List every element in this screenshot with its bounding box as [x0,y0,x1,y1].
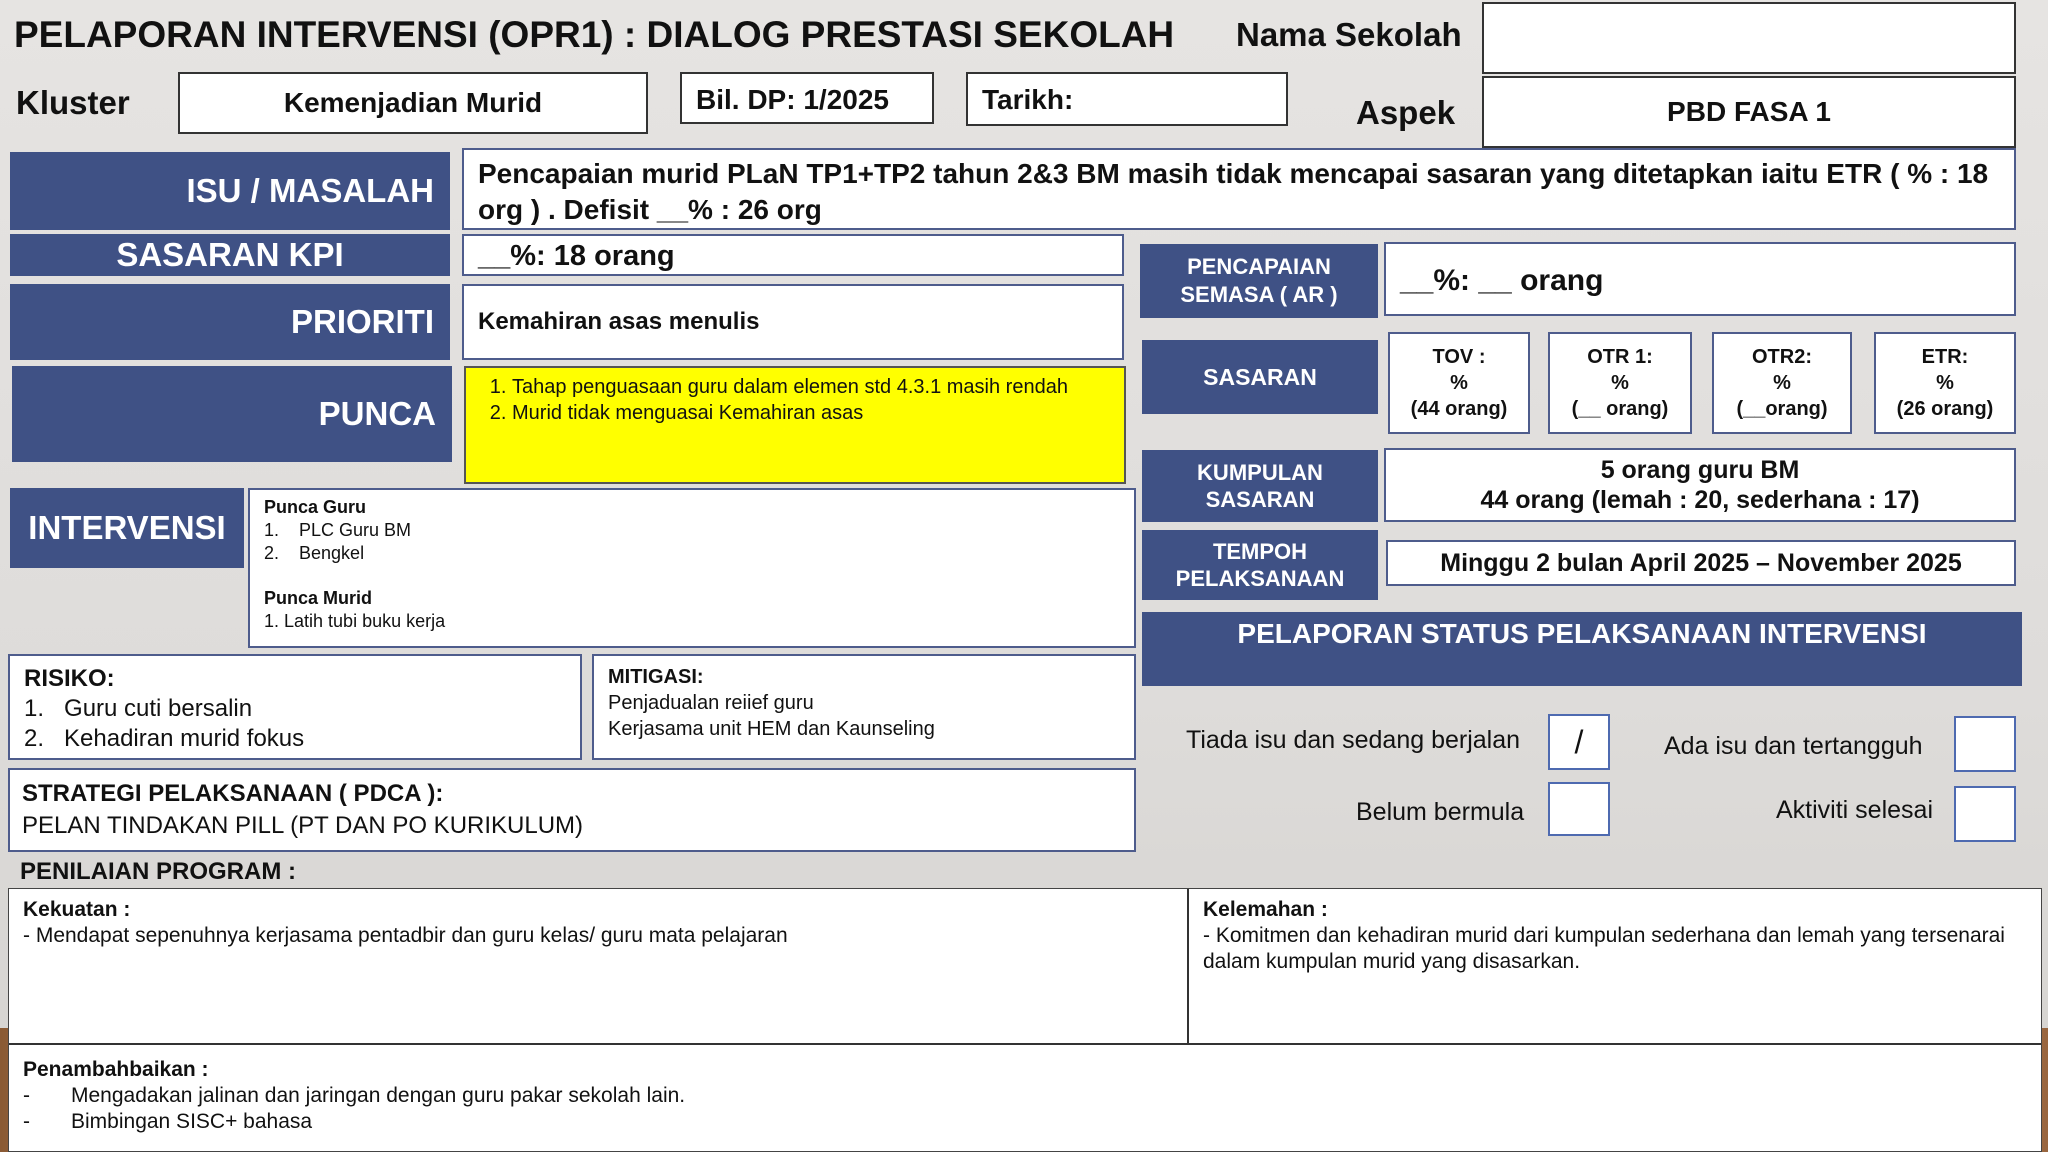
sasaran-cell-title: OTR 1: [1587,346,1653,368]
penambahbaikan-cell [9,1045,2041,1151]
strategi-heading: STRATEGI PELAKSANAAN ( PDCA ): [22,780,444,807]
status-opt-tiada-isu-label: Tiada isu dan sedang berjalan [1186,726,1521,754]
kelemahan-cell [1189,889,2041,1045]
status-opt-ada-isu-label: Ada isu dan tertangguh [1664,732,1923,760]
sasaran-cell-people: (26 orang) [1896,398,1994,420]
punca-item: 2. Murid tidak menguasai Kemahiran asas [512,400,1114,426]
tarikh-field[interactable]: Tarikh: [966,72,1288,126]
kekuatan-text: - Mendapat sepenuhnya kerjasama pentadbir dan guru kelas/ guru mata pelajaran [23,924,788,947]
mitigasi-item: Penjadualan reiief guru [608,692,814,714]
sasaran-cell-pct: % [1773,372,1791,394]
penambahbaikan-heading: Penambahbaikan : [23,1058,209,1081]
kluster-field[interactable]: Kemenjadian Murid [178,72,648,134]
punca-item: 1. Tahap penguasaan guru dalam elemen std 4.3.1 masih rendah [512,374,1114,400]
tempoh-label: TEMPOH PELAKSANAAN [1142,530,1378,600]
risiko-item: 2. Kehadiran murid fokus [24,725,305,752]
penilaian-heading: PENILAIAN PROGRAM : [20,858,296,885]
strategi-box [8,768,1136,852]
nama-sekolah-label: Nama Sekolah [1236,16,1462,53]
sasaran-cell-people: (__orang) [1736,398,1828,420]
sasaran-cell-title: TOV : [1432,346,1486,368]
penambahbaikan-item [23,1083,2027,1109]
status-opt-belum-bermula-checkbox[interactable] [1548,782,1610,836]
page-title: PELAPORAN INTERVENSI (OPR1) : DIALOG PRESTASI SEKOLAH [14,14,1175,55]
bullet-dash: - [23,1084,30,1107]
prioriti-label: PRIORITI [10,284,450,360]
strategi-text: PELAN TINDAKAN PILL (PT DAN PO KURIKULUM) [22,812,584,839]
penambahbaikan-item-text: Mengadakan jalinan dan jaringan dengan guru pakar sekolah lain. [71,1084,686,1107]
aspek-label: Aspek [1356,94,1456,131]
status-opt-ada-isu-checkbox[interactable] [1954,716,2016,772]
sasaran-otr1-cell [1548,332,1692,434]
sasaran-kpi-text: __%: 18 orang [462,234,1124,276]
pencapaian-text: __%: __ orang [1384,242,2016,316]
punca-label: PUNCA [12,366,452,462]
intervensi-guru-item: 2. Bengkel [264,543,365,563]
kelemahan-heading: Kelemahan : [1203,898,1328,921]
pencapaian-label: PENCAPAIAN SEMASA ( AR ) [1140,244,1378,318]
sasaran-etr-cell [1874,332,2016,434]
sasaran-cell-pct: % [1450,372,1468,394]
tempoh-text: Minggu 2 bulan April 2025 – November 2025 [1386,540,2016,586]
kumpulan-line: 5 orang guru BM [1600,456,1800,484]
intervensi-guru-item: 1. PLC Guru BM [264,520,412,540]
intervensi-label: INTERVENSI [10,488,244,568]
sasaran-cell-pct: % [1611,372,1629,394]
aspek-field[interactable]: PBD FASA 1 [1482,76,2016,148]
punca-murid-heading: Punca Murid [264,588,373,608]
isu-label: ISU / MASALAH [10,152,450,230]
status-opt-belum-bermula-label: Belum bermula [1356,798,1525,826]
kumpulan-label: KUMPULAN SASARAN [1142,450,1378,522]
sasaran-cell-pct: % [1936,372,1954,394]
status-opt-aktiviti-selesai-label: Aktiviti selesai [1776,796,1933,824]
penambahbaikan-item-text: Bimbingan SISC+ bahasa [71,1110,313,1133]
status-heading: PELAPORAN STATUS PELAKSANAAN INTERVENSI [1142,612,2022,686]
sasaran-cell-title: ETR: [1921,346,1969,368]
risiko-item: 1. Guru cuti bersalin [24,695,253,722]
status-opt-tiada-isu-checkbox[interactable]: / [1548,714,1610,770]
intervensi-box [248,488,1136,648]
mitigasi-item: Kerjasama unit HEM dan Kaunseling [608,718,935,740]
nama-sekolah-field[interactable] [1482,2,2016,74]
kekuatan-heading: Kekuatan : [23,898,131,921]
intervensi-murid-item: 1. Latih tubi buku kerja [264,611,446,631]
penambahbaikan-item [23,1109,2027,1135]
status-opt-aktiviti-selesai-checkbox[interactable] [1954,786,2016,842]
sasaran-cell-people: (44 orang) [1410,398,1508,420]
kluster-label: Kluster [16,84,130,121]
prioriti-text: Kemahiran asas menulis [462,284,1124,360]
sasaran-cell-title: OTR2: [1752,346,1812,368]
bullet-dash: - [23,1110,30,1133]
mitigasi-heading: MITIGASI: [608,666,704,688]
sasaran-cell-people: (__ orang) [1571,398,1669,420]
kekuatan-cell [9,889,1189,1045]
kelemahan-text: - Komitmen dan kehadiran murid dari kumpulan sederhana dan lemah yang tersenarai dalam kumpulan murid yang disasarkan. [1203,924,2005,973]
mitigasi-box [592,654,1136,760]
kumpulan-text [1384,448,2016,522]
penilaian-table [8,888,2042,1152]
sasaran-tov-cell [1388,332,1530,434]
risiko-heading: RISIKO: [24,665,115,692]
kumpulan-line: 44 orang (lemah : 20, sederhana : 17) [1480,486,1920,514]
punca-guru-heading: Punca Guru [264,497,367,517]
bil-dp-field[interactable]: Bil. DP: 1/2025 [680,72,934,124]
risiko-box [8,654,582,760]
sasaran-kpi-label: SASARAN KPI [10,234,450,276]
punca-box [464,366,1126,484]
isu-text: Pencapaian murid PLaN TP1+TP2 tahun 2&3 BM masih tidak mencapai sasaran yang ditetapkan iaitu ETR ( % : 18 org ) . Defisit __% : 26 org [462,148,2016,230]
sasaran-otr2-cell [1712,332,1852,434]
sasaran-label: SASARAN [1142,340,1378,414]
